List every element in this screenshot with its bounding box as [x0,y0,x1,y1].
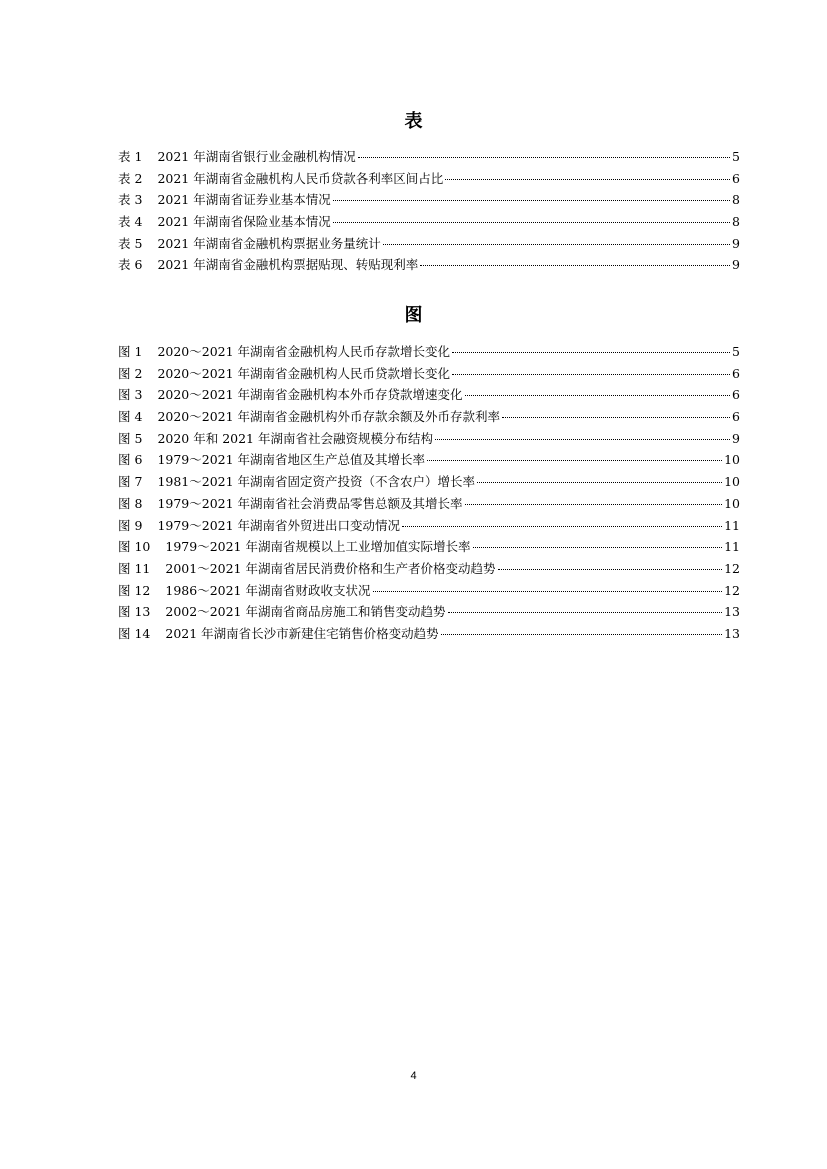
toc-entry-figure-5[interactable] [118,428,740,450]
toc-entry-page: 10 [724,452,740,468]
toc-entry-title: 1986～2021 年湖南省财政收支状况 [165,582,371,598]
toc-entry-title: 2002～2021 年湖南省商品房施工和销售变动趋势 [165,604,446,620]
dot-leader [333,222,730,223]
toc-entry-label: 图 5 [118,430,143,446]
toc-entry-title: 1979～2021 年湖南省外贸进出口变动情况 [157,517,401,533]
toc-entry-page: 6 [732,365,740,381]
toc-entry-page: 12 [724,582,740,598]
dot-leader [333,200,730,201]
toc-entry-page: 8 [732,192,740,208]
dot-leader [445,179,730,180]
dot-leader [452,352,730,353]
toc-entry-label: 图 13 [118,604,151,620]
toc-entry-figure-1[interactable] [118,341,740,363]
dot-leader [465,504,723,505]
toc-entry-table-5[interactable] [118,233,740,255]
toc-entry-label: 表 5 [118,235,143,251]
toc-entry-figure-13[interactable] [118,601,740,623]
toc-entry-title: 2021 年湖南省银行业金融机构情况 [157,149,356,164]
toc-entry-title: 2020～2021 年湖南省金融机构人民币贷款增长变化 [157,365,451,381]
toc-entry-title: 2021 年湖南省证券业基本情况 [157,192,331,208]
toc-entry-label: 图 14 [118,625,151,641]
toc-entry-figure-6[interactable] [118,449,740,471]
toc-entry-label: 表 3 [118,192,143,208]
dot-leader [358,157,730,158]
tables-section-heading: 表 [404,111,423,132]
toc-entry-page: 9 [732,430,740,446]
toc-entry-figure-10[interactable] [118,536,740,558]
toc-entry-page: 10 [724,474,740,490]
toc-entry-page: 5 [732,344,740,359]
toc-entry-table-3[interactable] [118,189,740,211]
dot-leader [441,634,722,635]
toc-entry-page: 13 [724,604,740,620]
toc-entry-figure-11[interactable] [118,558,740,580]
toc-entry-title: 2020～2021 年湖南省金融机构人民币存款增长变化 [157,344,451,359]
toc-entry-label: 图 3 [118,387,143,403]
toc-entry-label: 图 10 [118,539,151,555]
toc-entry-page: 12 [724,560,740,576]
dot-leader [402,526,722,527]
toc-entry-title: 2001～2021 年湖南省居民消费价格和生产者价格变动趋势 [165,560,496,576]
toc-entry-title: 2021 年湖南省长沙市新建住宅销售价格变动趋势 [165,625,439,641]
toc-entry-title: 1979～2021 年湖南省规模以上工业增加值实际增长率 [165,539,471,555]
toc-entry-page: 6 [732,387,740,403]
toc-entry-label: 图 4 [118,409,143,425]
toc-entry-label: 图 6 [118,452,143,468]
toc-entry-page: 6 [732,409,740,425]
toc-entry-table-2[interactable] [118,168,740,190]
toc-entry-title: 1979～2021 年湖南省社会消费品零售总额及其增长率 [157,495,463,511]
toc-entry-figure-4[interactable] [118,406,740,428]
toc-entry-figure-9[interactable] [118,515,740,537]
toc-entry-title: 1979～2021 年湖南省地区生产总值及其增长率 [157,452,426,468]
toc-entry-page: 8 [732,214,740,230]
toc-entry-label: 图 7 [118,474,143,490]
toc-entry-title: 2021 年湖南省金融机构票据业务量统计 [157,235,381,251]
toc-entry-label: 表 4 [118,214,143,230]
toc-entry-figure-7[interactable] [118,471,740,493]
dot-leader [465,395,731,396]
toc-entry-label: 图 2 [118,365,143,381]
toc-entry-table-1[interactable] [118,146,740,168]
toc-entry-label: 表 2 [118,170,143,186]
toc-entry-label: 图 11 [118,560,151,576]
toc-entry-label: 表 6 [118,257,143,273]
dot-leader [435,439,730,440]
dot-leader [420,265,730,266]
dot-leader [373,591,723,592]
toc-entry-title: 2021 年湖南省金融机构人民币贷款各利率区间占比 [157,170,444,186]
dot-leader [502,417,730,418]
toc-entry-page: 9 [732,257,740,273]
toc-entry-title: 2020～2021 年湖南省金融机构本外币存贷款增速变化 [157,387,463,403]
dot-leader [498,569,723,570]
figures-toc-list [118,341,740,645]
toc-entry-label: 图 9 [118,517,143,533]
toc-entry-figure-12[interactable] [118,580,740,602]
toc-entry-figure-3[interactable] [118,384,740,406]
toc-entry-title: 2021 年湖南省金融机构票据贴现、转贴现利率 [157,257,419,273]
dot-leader [473,547,723,548]
toc-entry-table-6[interactable] [118,254,740,276]
toc-entry-figure-2[interactable] [118,363,740,385]
toc-entry-page: 5 [732,149,740,164]
toc-entry-title: 2021 年湖南省保险业基本情况 [157,214,331,230]
toc-entry-title: 1981～2021 年湖南省固定资产投资（不含农户）增长率 [157,474,476,490]
toc-entry-page: 11 [724,517,740,533]
toc-entry-table-4[interactable] [118,211,740,233]
toc-entry-page: 9 [732,235,740,251]
toc-entry-label: 图 1 [118,344,143,359]
toc-entry-page: 13 [724,625,740,641]
toc-entry-label: 表 1 [118,149,143,164]
toc-entry-title: 2020 年和 2021 年湖南省社会融资规模分布结构 [157,430,433,446]
toc-entry-figure-8[interactable] [118,493,740,515]
dot-leader [383,244,730,245]
page-number: 4 [410,1070,417,1082]
toc-entry-label: 图 8 [118,495,143,511]
figures-section-heading: 图 [404,305,423,326]
toc-entry-figure-14[interactable] [118,623,740,645]
dot-leader [477,482,722,483]
dot-leader [452,374,730,375]
toc-entry-page: 6 [732,170,740,186]
toc-entry-label: 图 12 [118,582,151,598]
toc-entry-page: 10 [724,495,740,511]
toc-entry-page: 11 [724,539,740,555]
dot-leader [448,612,723,613]
toc-entry-title: 2020～2021 年湖南省金融机构外币存款余额及外币存款利率 [157,409,501,425]
dot-leader [427,460,722,461]
tables-toc-list [118,146,740,276]
